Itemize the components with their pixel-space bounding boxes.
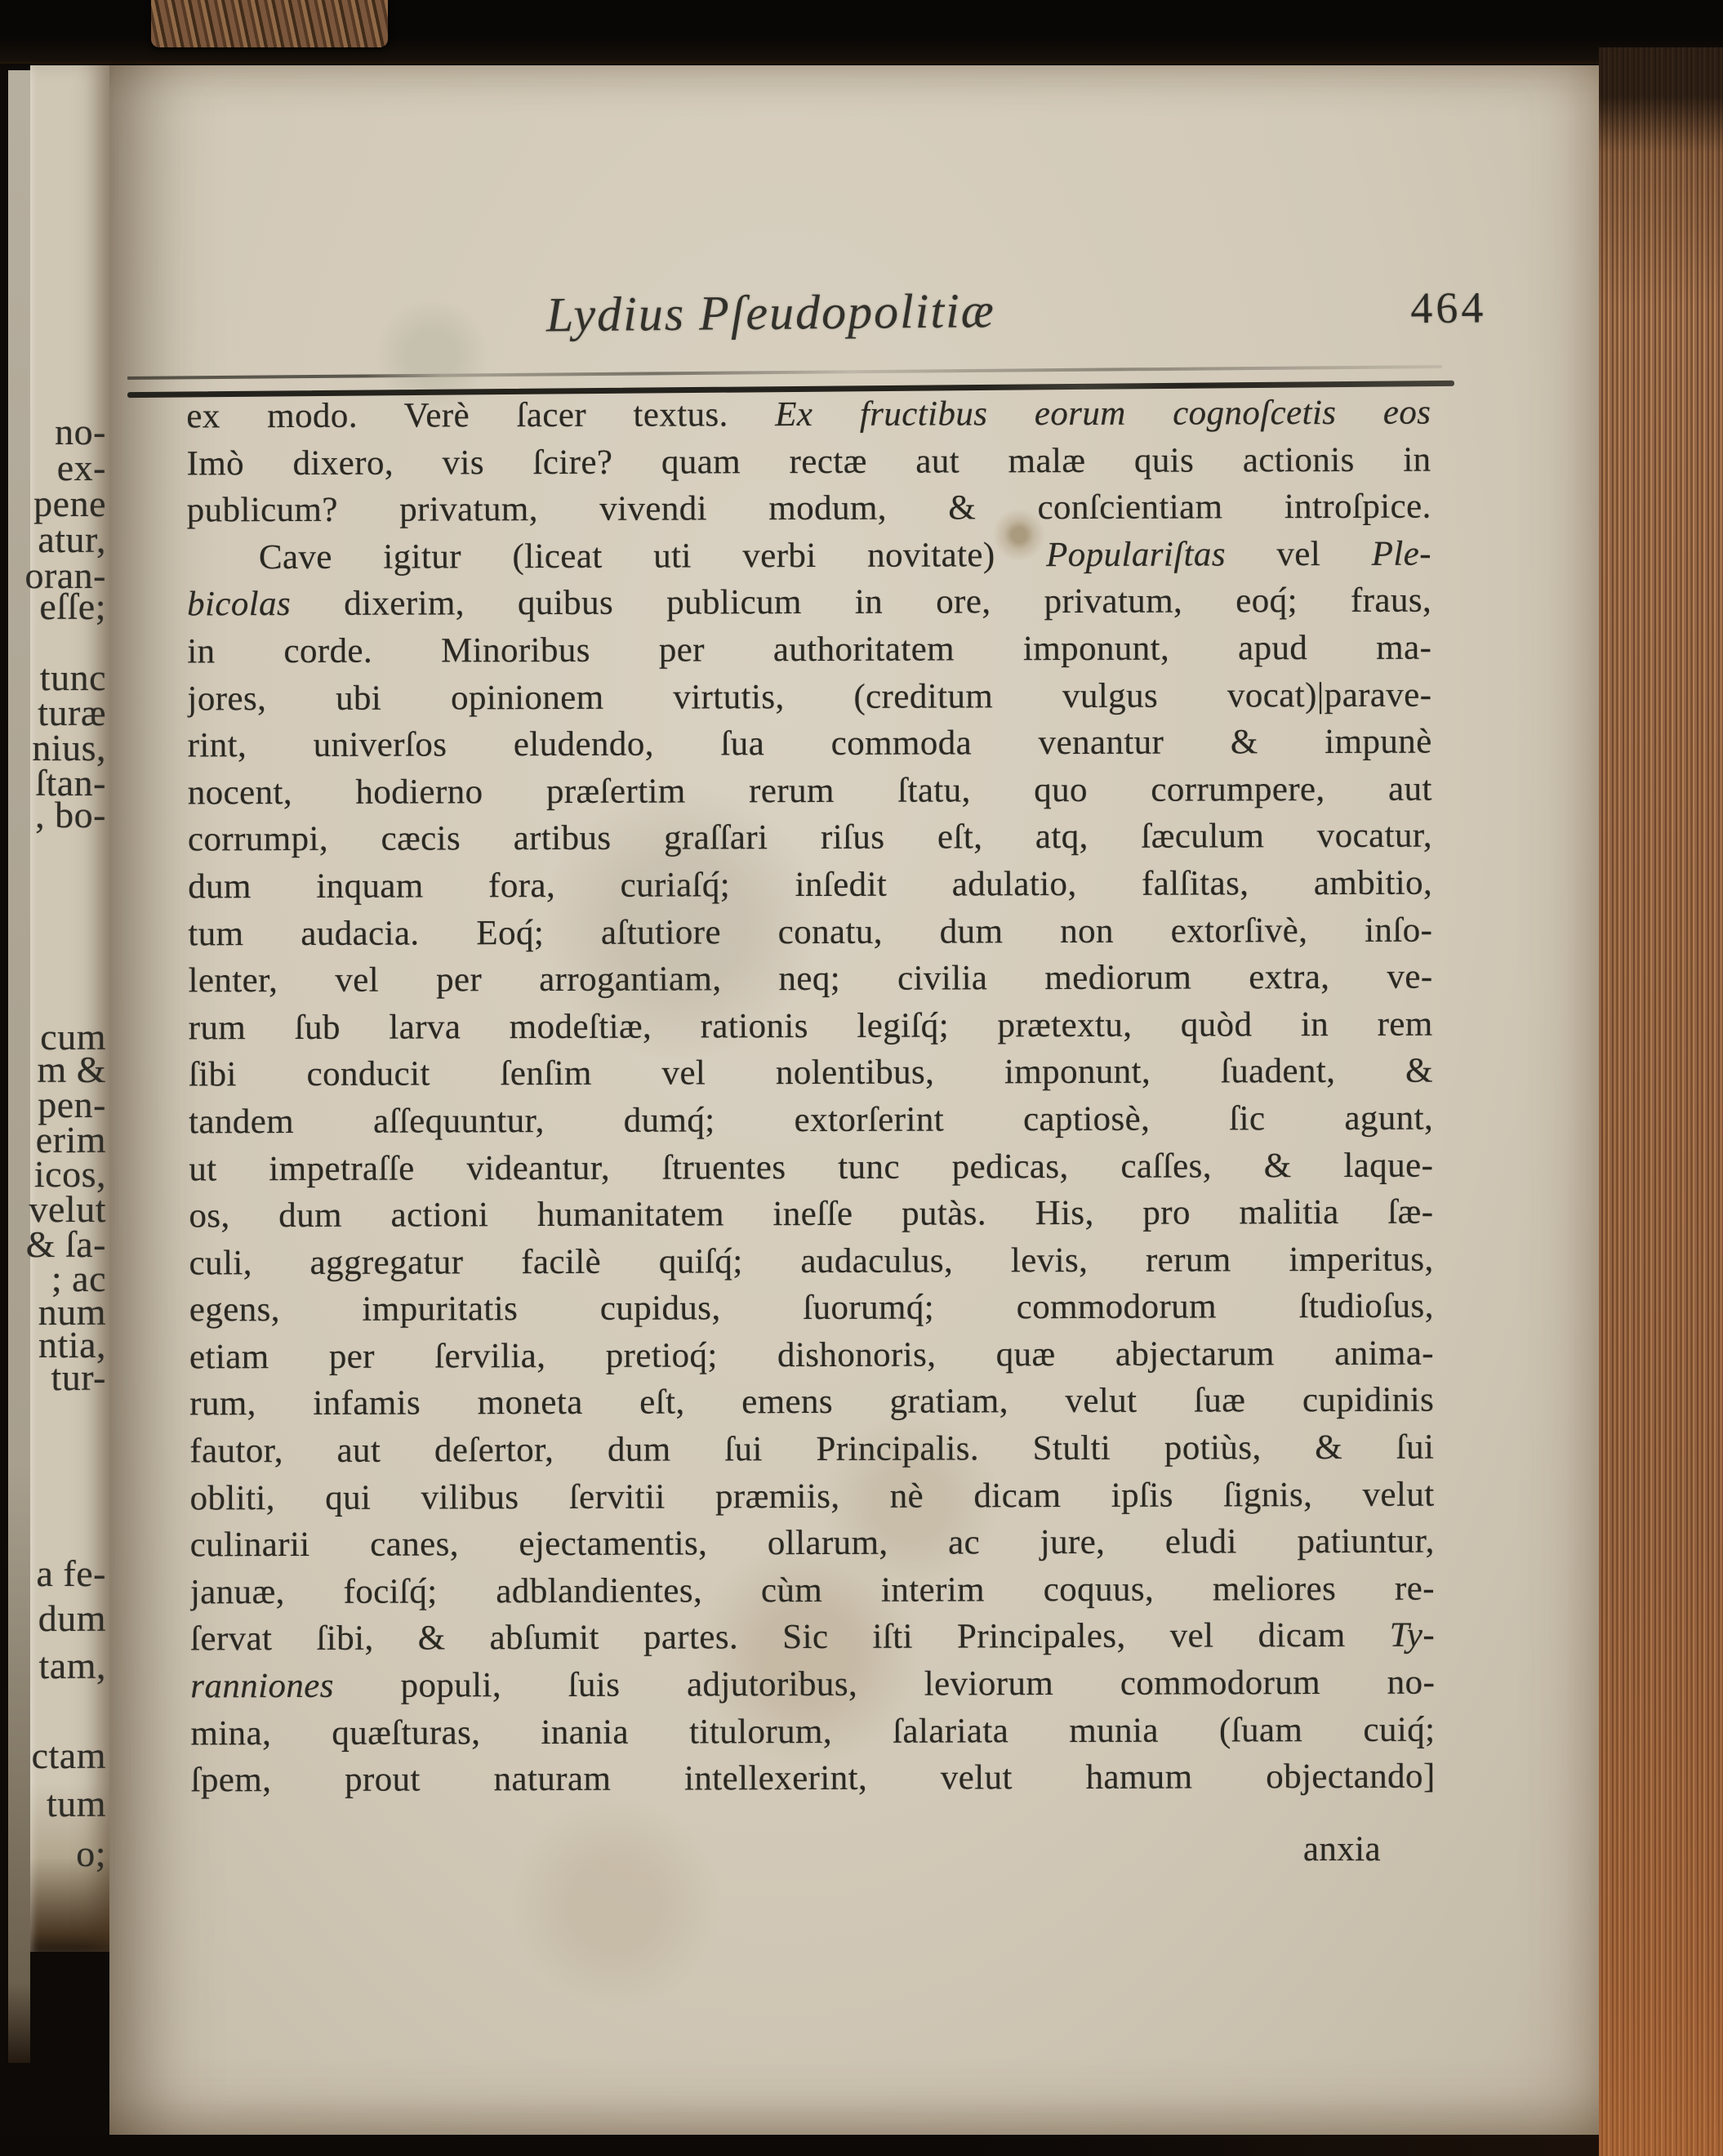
binding-bottom-edge (0, 2135, 1599, 2156)
margin-fragment: m & (37, 1049, 106, 1090)
margin-fragment: oran- (24, 555, 106, 596)
page-title: Lydius Pſeudopolitiæ (545, 283, 996, 342)
text-line (191, 1753, 1436, 1804)
margin-fragment: ntia, (38, 1324, 106, 1365)
text-line (188, 719, 1432, 769)
text-segment: mina, quæſturas, inania titulorum, ſalariata munia (ſuam cuiq́; (190, 1710, 1436, 1753)
text-segment: nocent, hodierno præſertim rerum ſtatu, quo corrumpere, aut (187, 769, 1432, 813)
text-line (187, 577, 1431, 628)
text-segment: etiam per ſervilia, pretioq́; dishonoris, quæ abjectarum anima- (189, 1334, 1435, 1377)
text-segment: rint, univerſos eludendo, ſua commoda venantur & impunè (187, 722, 1432, 765)
margin-fragment: eſſe; (39, 586, 106, 627)
margin-fragment: ſtan- (35, 762, 106, 804)
text-segment: rum ſub larva modeſtiæ, rationis legiſq́; prætextu, quòd in rem (188, 1004, 1433, 1048)
fore-edge-pages (1599, 47, 1723, 2156)
margin-fragment: & ſa- (25, 1223, 106, 1265)
text-line (186, 390, 1431, 440)
text-line (189, 1189, 1433, 1240)
text-line (189, 1424, 1434, 1475)
running-header (134, 278, 1547, 377)
text-line (187, 625, 1431, 675)
text-line (188, 954, 1432, 1004)
left-page-edge (8, 70, 30, 2063)
text-segment: lenter, vel per arrogantiam, neq; civilia mediorum extra, ve- (188, 957, 1433, 1000)
margin-fragment: atur, (38, 519, 106, 560)
margin-fragment: o; (76, 1833, 106, 1874)
margin-fragment: ; ac (51, 1258, 106, 1299)
text-segment: publicum? privatum, vivendi modum, & conſcientiam introſpice. (186, 487, 1431, 530)
margin-fragment: turæ (38, 692, 106, 733)
text-segment: culinarii canes, ejectamentis, ollarum, ac jure, eludi patiuntur, (189, 1521, 1435, 1565)
margin-fragment: num (38, 1291, 106, 1333)
margin-fragment: tum (46, 1783, 106, 1824)
text-line (188, 765, 1432, 816)
text-segment: os, dum actioni humanitatem ineſſe putàs. His, pro malitia ſæ- (189, 1192, 1434, 1236)
text-segment: in corde. Minoribus per authoritatem imponunt, apud ma- (187, 628, 1432, 671)
text-line (189, 1048, 1433, 1098)
italic-text-segment: Ple- (1371, 534, 1431, 573)
body-text (186, 390, 1435, 1805)
text-segment: egens, impuritatis cupidus, ſuorumq́; commodorum ſtudioſus, (189, 1286, 1434, 1330)
italic-text-segment: ranniones (190, 1666, 334, 1706)
catchword: anxia (1302, 1830, 1381, 1869)
margin-fragment: tunc (39, 657, 106, 698)
italic-text-segment: Populariſtas (1046, 535, 1226, 574)
text-segment: populi, ſuis adjutoribus, leviorum commodorum no- (333, 1663, 1436, 1705)
text-line (190, 1612, 1435, 1663)
margin-fragment: dum (38, 1597, 106, 1639)
book-page (109, 65, 1599, 2135)
margin-fragment: cum (40, 1016, 106, 1058)
margin-fragment: erim (35, 1119, 106, 1160)
margin-fragment: icos, (33, 1153, 106, 1195)
text-line (188, 860, 1432, 911)
text-line (190, 1518, 1435, 1569)
margin-fragment: nius, (32, 727, 106, 768)
margin-fragment: ctam (31, 1735, 106, 1776)
margin-fragment: velut (29, 1188, 106, 1230)
margin-fragment: pene (33, 483, 106, 524)
text-line (189, 1330, 1434, 1380)
text-segment: ſervat ſibi, & abſumit partes. Sic iſti Principales, vel dicam (190, 1616, 1390, 1659)
text-line (190, 1565, 1435, 1615)
text-segment: obliti, qui vilibus ſervitii præmiis, nè dicam ipſis ſignis, velut (189, 1475, 1435, 1518)
text-line (187, 671, 1431, 722)
italic-text-segment: Ty- (1389, 1616, 1436, 1655)
text-line (189, 1283, 1434, 1334)
text-line (189, 1377, 1434, 1428)
margin-fragment: no- (55, 411, 106, 452)
margin-fragment: tam, (38, 1645, 106, 1686)
text-line (190, 1706, 1435, 1757)
margin-fragment: tur- (51, 1356, 106, 1398)
text-segment: januæ, fociſq́; adblandientes, cùm interim coquus, meliores re- (189, 1569, 1435, 1612)
text-segment: Imò dixero, vis ſcire? quam rectæ aut malæ quis actionis in (186, 440, 1431, 483)
text-line (189, 1000, 1433, 1051)
page-number: 464 (1410, 283, 1487, 333)
text-segment: Cave igitur (liceat uti verbi novitate) (258, 535, 1047, 577)
text-line (189, 1236, 1434, 1286)
text-segment: jores, ubi opinionem virtutis, (creditum vulgus vocat)|parave- (187, 675, 1432, 718)
text-segment: rum, infamis moneta eſt, emens gratiam, velut ſuæ cupidinis (189, 1381, 1435, 1423)
text-line (187, 530, 1431, 581)
text-line (187, 483, 1431, 534)
text-line (189, 1142, 1433, 1192)
text-segment: tum audacia. Eoq́; aſtutiore conatu, dum non extorſivè, inſo- (188, 911, 1433, 953)
facing-page-sliver (24, 65, 109, 1952)
text-line (189, 1095, 1433, 1146)
italic-text-segment: bicolas (187, 585, 292, 624)
text-segment: fautor, aut deſertor, dum ſui Principalis. Stulti potiùs, & ſui (189, 1428, 1435, 1471)
text-line (188, 813, 1432, 863)
text-segment: tandem aſſequuntur, dumq́; extorſerint captiosè, ſic agunt, (189, 1098, 1434, 1142)
text-segment: vel (1225, 534, 1372, 574)
margin-fragments (24, 65, 109, 1952)
text-segment: ſibi conducit ſenſim vel nolentibus, imponunt, ſuadent, & (188, 1051, 1433, 1094)
text-line (189, 1471, 1434, 1521)
text-line (190, 1659, 1435, 1710)
text-segment: dixerim, quibus publicum in ore, privatum, eoq́; fraus, (291, 581, 1432, 624)
italic-text-segment: Ex fructibus eorum cognoſcetis eos (775, 393, 1431, 434)
text-segment: ſpem, prout naturam intellexerint, velut hamum objectando] (190, 1757, 1436, 1800)
margin-fragment: ex- (56, 447, 106, 488)
text-line (188, 906, 1432, 957)
text-line (186, 436, 1431, 487)
text-segment: corrumpi, cæcis artibus graſſari riſus eſt, atq, ſæculum vocatur, (187, 816, 1433, 859)
margin-fragment: , bo- (35, 794, 106, 835)
text-segment: culi, aggregatur facilè quiſq́; audaculus, levis, rerum imperitus, (189, 1240, 1434, 1283)
text-segment: ex modo. Verè ſacer textus. (186, 395, 776, 436)
margin-fragment: pen- (38, 1084, 106, 1125)
margin-fragment: a fe- (36, 1552, 106, 1594)
text-segment: ut impetraſſe videantur, ſtruentes tunc pedicas, caſſes, & laque- (189, 1146, 1434, 1188)
book-headband (151, 0, 388, 47)
text-segment: dum inquam fora, curiaſq́; inſedit adulatio, falſitas, ambitio, (188, 863, 1433, 906)
